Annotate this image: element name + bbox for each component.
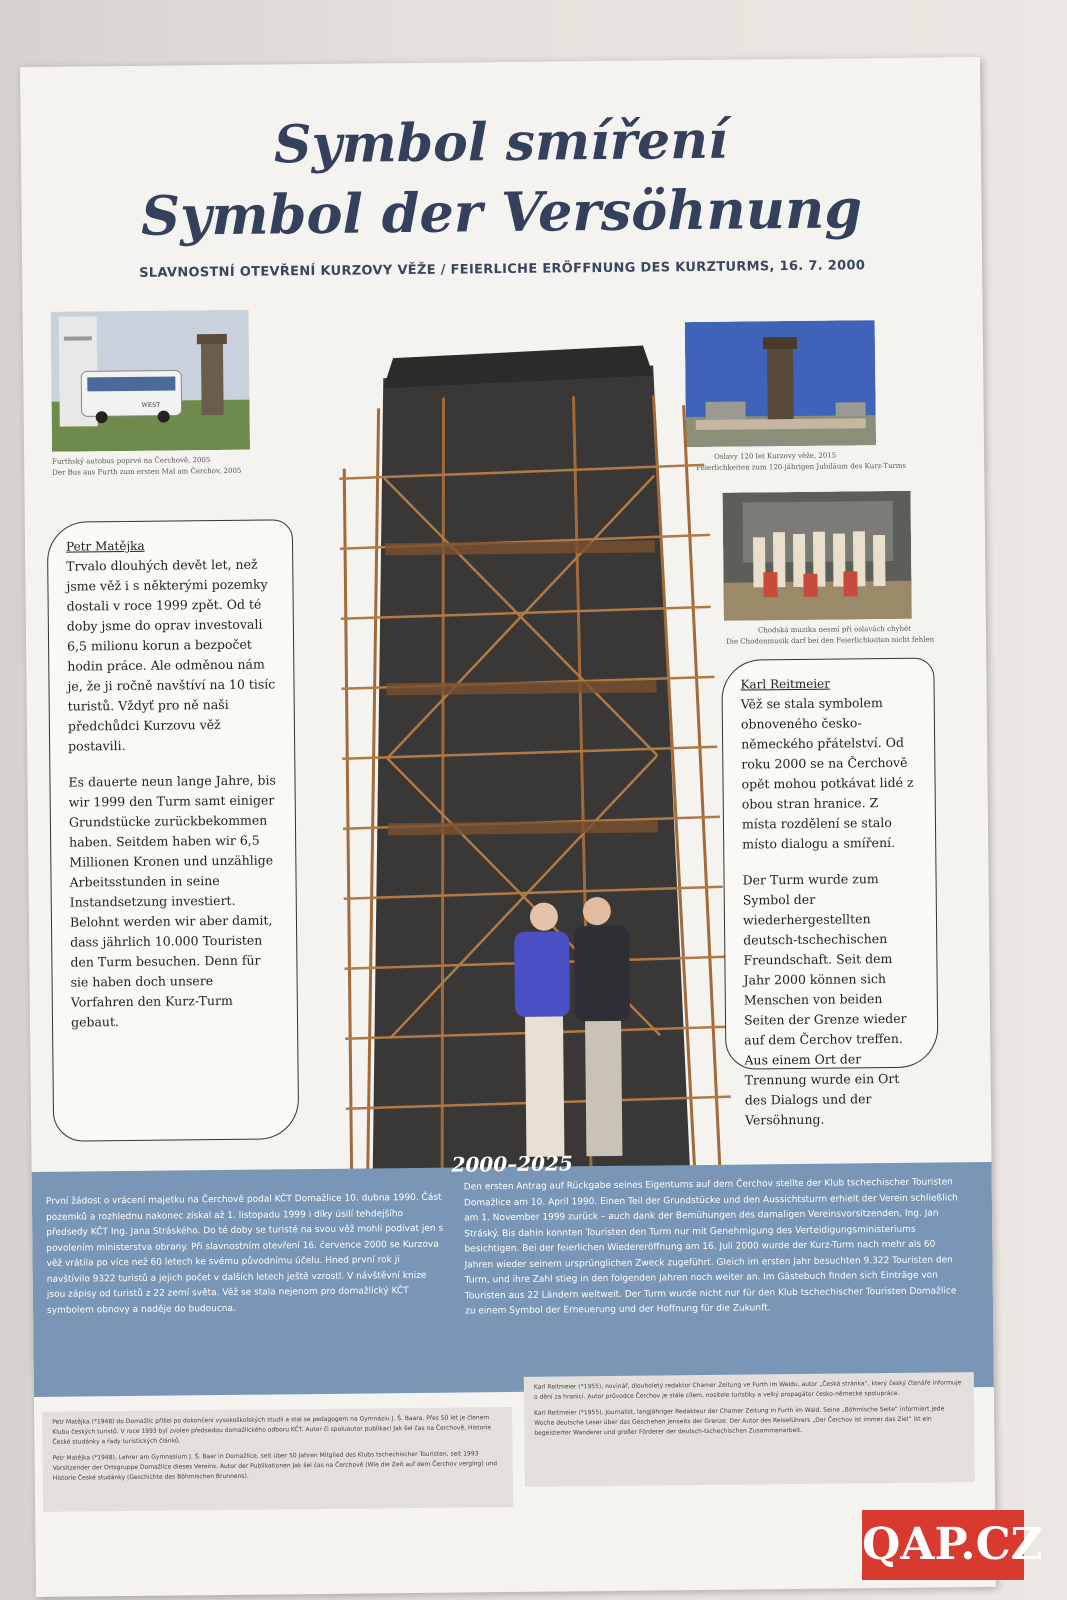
caption-band-de: Die Chodenmusik darf bei den Feierlichkeiten nicht fehlen bbox=[726, 635, 935, 646]
quote-right-text-cz: Věž se stala symbolem obnoveného česko-německého přátelství. Od roku 2000 se na Čerchově opět mohou potkávat lidé z obou stran hranice. Z místa rozdělení se stalo místo dialogu a smíření. bbox=[740, 695, 914, 852]
subtitle: SLAVNOSTNÍ OTEVŘENÍ KURZOVY VĚŽE / FEIERLICHE ERÖFFNUNG DES KURZTURMS, 16. 7. 2000 bbox=[139, 258, 866, 281]
history-text-cz: První žádost o vrácení majetku na Čerchově podal KČT Domažlice 10. dubna 1990. Část pozemků a rozhlednu nakonec získal až 1. listopadu 1999 i díky úsilí tehdejšího předsedy KČT Ing. Jana Stráského. Do té doby se turisté na svou věž mohli podívat jen s povolením ministerstva obrany. Při slavnostním otevření 16. července 2000 se Kurzova věž vrátila po více než 60 letech ke svému původnímu účelu. Hned první rok ji navštívilo 9322 turistů a jejich počet v dalších letech ještě vzrostl. V návštěvní knize jsou zápisy od turistů z 22 zemí světa. Věž se stala nejenom pro domažlický KČT symbolem obnovy a naděje do budoucna. bbox=[45, 1192, 444, 1316]
quote-left-text-de: Es dauerte neun lange Jahre, bis wir 1999 den Turm samt einiger Grundstücke zurückbekommen haben. Seitdem haben wir 6,5 Millionen Kronen und unzählige Arbeitsstunden in seine Instandsetzung investiert. Belohnt werden wir aber damit, dass jährlich 10.000 Touristen den Turm besuchen. Denn für sie haben doch unsere Vorfahren den Kurz-Turm gebaut. bbox=[68, 772, 277, 1030]
quote-right-text-de: Der Turm wurde zum Symbol der wiederhergestellten deutsch-tschechischen Freundschaft. Seit dem Jahr 2000 können sich Menschen von beiden Seiten der Grenze wieder auf dem Čerchov treffen. Aus einem Ort der Trennung wurde ein Ort des Dialogs und der Versöhnung. bbox=[742, 871, 907, 1128]
bio-karl-reitmeier bbox=[524, 1372, 975, 1487]
bio-petr-matejka bbox=[42, 1407, 513, 1512]
quote-right-name: Karl Reitmeier bbox=[740, 676, 831, 692]
caption-bus-cz: Furthský autobus poprvé na Čerchově, 2005 bbox=[52, 456, 211, 466]
history-title: 2000–2025 bbox=[451, 1151, 573, 1177]
quote-left-name: Petr Matějka bbox=[65, 538, 145, 554]
bus-sign: WEST bbox=[141, 401, 161, 409]
quote-karl-reitmeier bbox=[721, 658, 938, 1128]
title-german: Symbol der Versöhnung bbox=[140, 176, 863, 248]
caption-band-cz: Chodská muzika nesmí při oslavách chybět bbox=[757, 624, 911, 635]
bio-left-cz: Petr Matějka (*1948) do Domažlic přišel po dokončení vysokoškolských studií a stal se pedagogem na Gymnáziu J. Š. Baara. Přes 50 let je členem Klubu českých turistů. V roce 1993 byl zvolen předsedou domažlického odboru KČT. Autor či spoluautor publikací Jak šel čas na Čerchově, Historie České studánky a řady turistických článků. bbox=[52, 1414, 492, 1446]
photo-folk-band bbox=[723, 491, 912, 621]
tower-scaffolding-photo bbox=[323, 315, 742, 1219]
qap-watermark-logo: QAP.CZ bbox=[862, 1510, 1024, 1580]
bio-right-de: Karl Reitmeier (*1955), Journalist, langjähriger Redakteur der Chamer Zeitung in Furth im Wald. Seine „Böhmische Seite“ informiert jede Woche deutsche Leser über das Geschehen jenseits der Grenze. Der Autor des Reiseführers „Der Čerchov ist immer das Ziel“ ist ein begeisterter Wanderer und großer Förderer der deutsch-tschechischen Zusammenarbeit. bbox=[534, 1405, 945, 1437]
bio-right-cz: Karl Reitmeier (*1955), novinář, dlouholetý redaktor Chamer Zeitung ve Furth im Waldu, autor „Česká stránka“, který český čtenáře informuje o dění za hranicí. Autor průvodce Čerchov je stále cílem, nositele turistiky a velký propagátor česko-německé spolupráce. bbox=[533, 1379, 962, 1401]
bio-left-de: Petr Matějka (*1948), Lehrer am Gymnasium J. Š. Baar in Domažlice, seit über 50 Jahren Mitglied des Klubs tschechischer Touristen, seit 1993 Vorsitzender der Ortsgruppe Domažlice dieses Vereins. Autor der Publikationen Jak šel čas na Čerchově (Wie die Zeit auf dem Čerchov verging) und Historie České studánky (Geschichte des Böhmischen Brunnens). bbox=[52, 1450, 498, 1482]
quote-left-text-cz: Trvalo dlouhých devět let, než jsme věž i s některými pozemky dostali v roce 1999 zpět. Od té doby jsme do oprav investovali 6,5 milionu korun a bezpočet hodin práce. Ale odměnou nám je, že ji ročně navštíví na 10 tisíc turistů. Vždyť pro ně naši předchůdci Kurzovu věž postavili. bbox=[66, 556, 276, 754]
history-text-de: Den ersten Antrag auf Rückgabe seines Eigentums auf dem Čerchov stellte der Klub tschechischer Touristen Domažlice am 10. April 1990. Einen Teil der Grundstücke und den Aussichtsturm erhielt der Verein schließlich am 1. November 1999 zurück – auch dank der Bemühungen des damaligen Vereinsvorsitzenden, Ing. Jan Stráský. Bis dahin konnten Touristen den Turm nur mit Genehmigung des Verteidigungsministeriums besichtigen. Bei der feierlichen Wiedereröffnung am 16. Juli 2000 wurde der Kurz-Turm nach mehr als 60 Jahren wieder seinem ursprünglichen Zweck zugeführt. Gleich im ersten Jahr besuchten 9.322 Touristen den Turm, und ihre Zahl stieg in den folgenden Jahren noch weiter an. Im Gästebuch finden sich Einträge von Touristen aus 22 Ländern weltweit. Der Turm wurde nicht nur für den Klub tschechischer Touristen Domažlice zu einem Symbol der Erneuerung und der Hoffnung für die Zukunft. bbox=[463, 1177, 958, 1317]
exhibition-poster bbox=[20, 57, 996, 1597]
caption-crowd-de: Feierlichkeiten zum 120-jährigen Jubiläum des Kurz-Turms bbox=[696, 461, 907, 473]
title-czech: Symbol smíření bbox=[273, 109, 729, 176]
photo-bus bbox=[51, 310, 250, 452]
caption-bus-de: Der Bus aus Furth zum ersten Mal am Čerchov, 2005 bbox=[52, 466, 242, 477]
caption-crowd-cz: Oslavy 120 let Kurzovy věže, 2015 bbox=[714, 451, 837, 461]
quote-petr-matejka bbox=[47, 519, 299, 1142]
